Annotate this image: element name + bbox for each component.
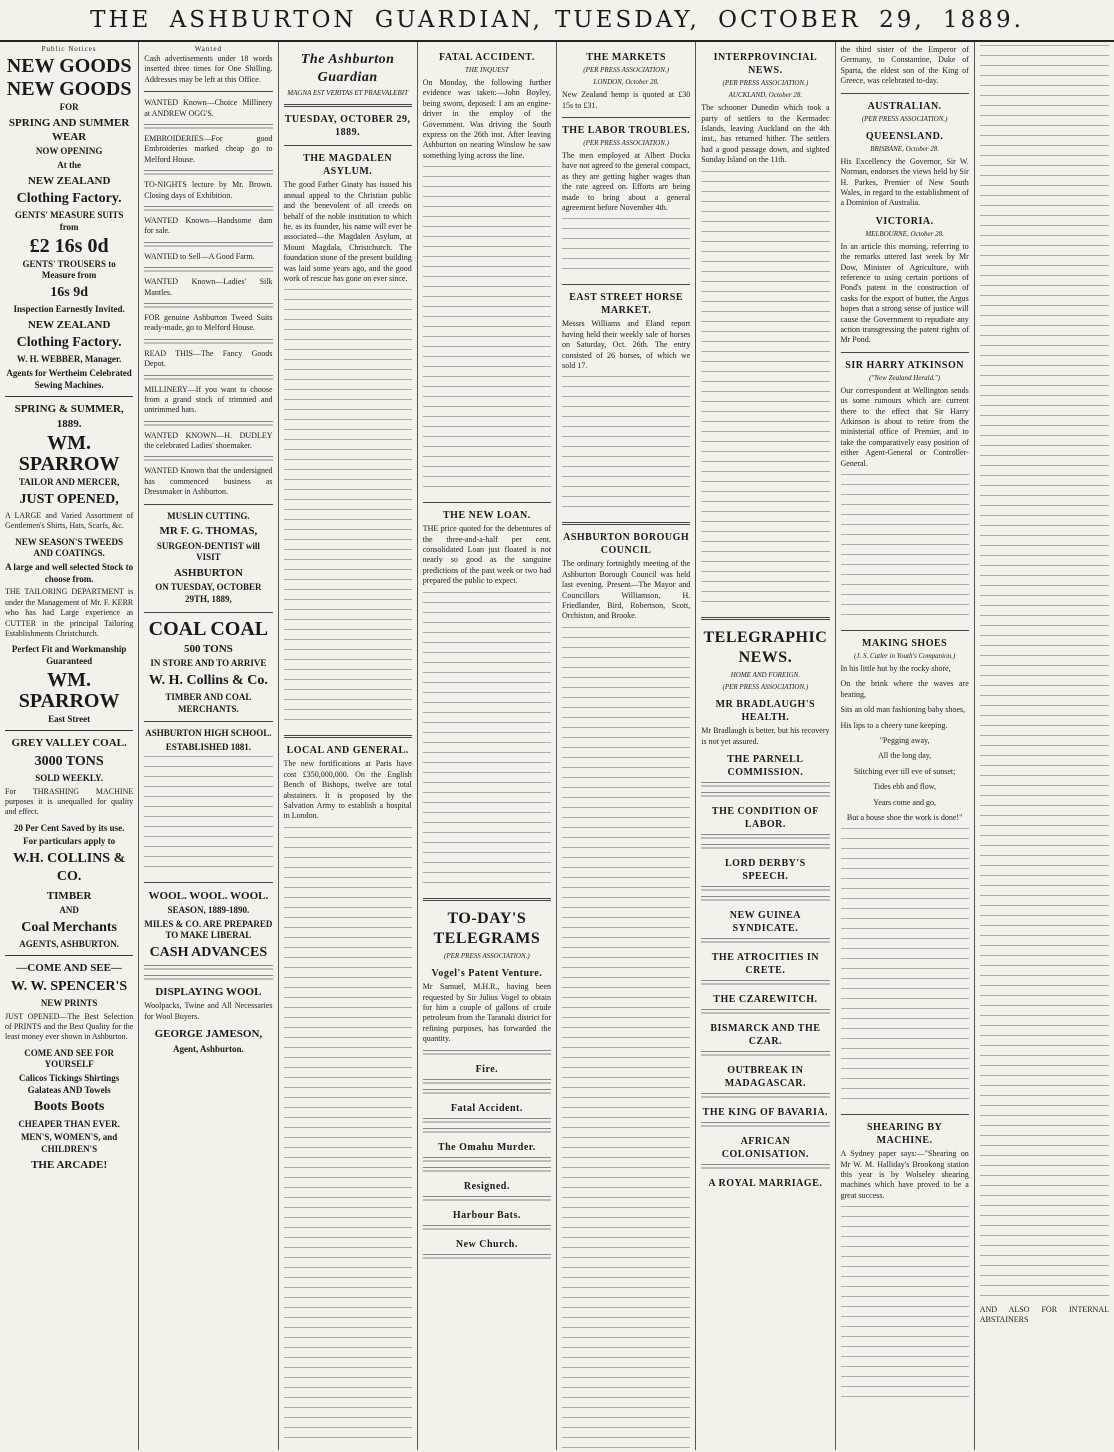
ad-wool: WOOL. WOOL. WOOL. <box>148 889 269 902</box>
news-item-headline: THE CONDITION OF LABOR. <box>711 806 819 831</box>
horse-market-headline: EAST STREET HORSE MARKET. <box>569 292 683 317</box>
ad-agents: Agents for Wertheim Celebrated Sewing Machines. <box>6 368 132 390</box>
borough-council-headline: ASHBURTON BOROUGH COUNCIL <box>563 532 690 557</box>
labor-body: The men employed at Albert Docks have not agreed to the general compact, as they are getting higher wages than the rate agreed on. Efforts are being made to bring about a general agreement before November 4th. <box>562 151 691 213</box>
text-lines <box>701 1009 829 1016</box>
ad-tons: 3000 TONS <box>34 753 104 769</box>
poem-line: His lips to a cheery tune keeping. <box>840 720 948 730</box>
interprovincial-body: The schooner Dunedin which took a party of settlers to the Kermadec Islands, leaving Auckland on the 4th inst., has returned hither. The settlers had a good passage down, and sighted Sunday Island on the 11th. <box>701 103 830 165</box>
ad-ashburton: ASHBURTON <box>173 567 243 579</box>
text-lines <box>423 1196 551 1203</box>
ad-invite: Inspection Earnestly Invited. <box>13 304 125 315</box>
divider <box>144 882 272 883</box>
victoria-body: In an article this morning, referring to the remarks uttered last week by Mr Dow, Minister of Agriculture, with reference to using certain portions of Pond's patent in the construction of casks for the export of butter, the Argus hopes that a strong sense of justice will cause the Government to repudiate any action transgressing the patent rights of Mr Pond. <box>840 241 969 345</box>
lead-article: The good Father Ginaty has issued his annual appeal to the Christian public and the benevolent of all creeds on behalf of the noble institution to which he, as its founder, his name will ever be associated—the Magdalen Asylum, at Mount Magdala, Christchurch. The foundation stone of the present building was laid some years ago, and the good work of rescue has gone on ever since. <box>283 180 412 283</box>
divider <box>144 721 272 722</box>
telegram-item: Resigned. <box>463 1180 510 1192</box>
victoria-dateline: MELBOURNE, October 28. <box>865 229 944 238</box>
news-item-headline: MR BRADLAUGH'S HEALTH. <box>715 699 816 724</box>
text-lines <box>701 1164 829 1171</box>
ad-timber-merchants: TIMBER AND COAL MERCHANTS. <box>165 691 252 714</box>
telegram-item: The Omahu Murder. <box>437 1141 536 1153</box>
poem-line: Years come and go, <box>873 797 936 807</box>
news-item-headline: AFRICAN COLONISATION. <box>721 1136 809 1161</box>
ad-woolpacks: Woolpacks, Twine and All Necessaries for Wool Buyers. <box>144 1001 273 1021</box>
news-item-headline: THE PARNELL COMMISSION. <box>727 754 804 779</box>
ad-select: A large and well selected Stock to choose from. <box>5 562 134 584</box>
cash-ad-notice: Cash advertisements under 18 words inserted three times for One Shilling. Addresses may be left at this Office. <box>144 54 273 84</box>
telegram-item: New Church. <box>455 1238 518 1250</box>
labor-headline: THE LABOR TROUBLES. <box>562 124 691 136</box>
divider <box>284 735 412 738</box>
divider <box>562 522 690 525</box>
news-item-headline: OUTBREAK IN MADAGASCAR. <box>724 1065 807 1090</box>
column-7-news <box>836 42 975 1450</box>
making-shoes-headline: MAKING SHOES <box>862 637 948 649</box>
markets-sub: (PER PRESS ASSOCIATION.) <box>583 66 669 74</box>
interprovincial-continued <box>701 171 829 611</box>
ad-new-goods-2: NEW GOODS <box>6 78 132 101</box>
ad-mens: MEN'S, WOMEN'S, and CHILDREN'S <box>20 1132 118 1155</box>
small-ad: WANTED to Sell—A Good Farm. <box>144 251 255 261</box>
fatal-accident-sub: THE INQUEST <box>464 66 509 74</box>
text-lines <box>701 1093 829 1100</box>
text-lines <box>144 170 272 177</box>
ad-factory-2: Clothing Factory. <box>16 335 122 351</box>
sir-harry-continued <box>841 474 969 624</box>
school-fees-text <box>144 756 272 876</box>
ad-just-opened: JUST OPENED, <box>19 491 119 507</box>
news-item-headline: LORD DERBY'S SPEECH. <box>725 858 806 883</box>
divider <box>284 145 412 146</box>
interprovincial-dateline: AUCKLAND, October 28. <box>728 91 803 100</box>
poem-line: On the brink where the waves are beating, <box>840 679 969 699</box>
local-general-continued <box>284 827 412 1447</box>
ad-tailor: TAILOR AND MERCER, <box>18 477 120 487</box>
small-ad: WANTED Known that the undersigned has commenced business as Dressmaker in Ashburton. <box>144 466 273 497</box>
paper-name: THE ASHBURTON GUARDIAN, <box>90 7 543 33</box>
ad-at: At the <box>57 160 81 171</box>
local-general-headline: LOCAL AND GENERAL. <box>286 745 409 757</box>
text-lines <box>144 206 272 213</box>
lead-article-continued <box>284 289 412 729</box>
ad-dentist: SURGEON-DENTIST will VISIT <box>156 540 260 563</box>
ad-thomas: MR F. G. THOMAS, <box>159 525 258 538</box>
paper-motto: MAGNA EST VERITAS ET PRAEVALEBIT <box>287 89 408 98</box>
text-lines <box>701 886 829 893</box>
ad-jameson: GEORGE JAMESON, <box>154 1028 263 1041</box>
divider <box>701 617 829 620</box>
divider <box>562 284 690 285</box>
text-lines <box>701 980 829 987</box>
ad-opened: JUST OPENED—The Best Selection of PRINTS and the Best Quality for the least money ever shown in Ashburton. <box>5 1011 134 1042</box>
column-1-advertisements <box>0 42 139 1450</box>
edge-notice: AND ALSO FOR INTERNAL ABSTAINERS <box>979 1305 1109 1325</box>
poem-line: "Pegging away, <box>879 735 930 745</box>
divider <box>841 1114 969 1115</box>
telegraphic-news-headline: TELEGRAPHIC NEWS. <box>703 628 828 667</box>
telegraphic-news-sub: HOME AND FOREIGN. <box>730 671 801 680</box>
ad-prints: NEW PRINTS <box>40 997 98 1008</box>
labor-continued <box>562 218 690 278</box>
telegram-item: Fire. <box>475 1063 499 1075</box>
ad-established: ESTABLISHED 1881. <box>165 741 252 752</box>
poem-line: Tides ebb and flow, <box>873 782 936 792</box>
telegrams-headline: TO-DAY'S TELEGRAMS <box>433 909 541 948</box>
ad-come: COME AND SEE FOR YOURSELF <box>24 1047 114 1070</box>
text-lines <box>701 782 829 789</box>
ad-cash-advances: CASH ADVANCES <box>149 944 268 960</box>
telegram-item: Harbour Bats. <box>452 1209 521 1221</box>
horse-market-continued <box>562 376 690 516</box>
small-ad: MILLINERY—If you want to choose from a grand stock of trimmed and untrimmed hats. <box>144 384 273 415</box>
victoria-headline: VICTORIA. <box>875 215 934 227</box>
ad-coal-coal: COAL COAL <box>148 617 269 640</box>
ad-season: SPRING AND SUMMER WEAR <box>8 116 130 144</box>
telegraphic-news-sub2: (PER PRESS ASSOCIATION.) <box>722 683 809 692</box>
poem-continued <box>841 828 969 1108</box>
text-lines <box>701 834 829 841</box>
markets-dateline: LONDON, October 28. <box>593 78 659 87</box>
text-lines <box>144 456 272 463</box>
ad-arcade: THE ARCADE! <box>31 1158 108 1171</box>
divider <box>5 955 133 956</box>
new-loan-body: THE price quoted for the debentures of the three-and-a-half per cent. consolidated Loan just floated is not nearly so good as the sanguine predictions of the past week or two had prepared the public to expect. <box>422 524 551 586</box>
poem-line: In his little hut by the rocky shore, <box>840 664 951 674</box>
text-lines <box>701 938 829 945</box>
poem-line: But a house shoe the work is done!" <box>846 812 963 822</box>
bradlaugh-body: Mr Bradlaugh is better, but his recovery is not yet assured. <box>701 726 830 746</box>
text-lines <box>701 844 829 851</box>
ad-manager: W. H. WEBBER, Manager. <box>16 354 122 365</box>
ad-trousers-line: GENTS' TROUSERS to Measure from <box>22 258 116 281</box>
small-ad: FOR genuine Ashburton Tweed Suits ready-made, go to Melford House. <box>144 312 273 333</box>
paper-title: The Ashburton Guardian <box>300 52 395 86</box>
ad-coal: GREY VALLEY COAL. <box>11 737 127 750</box>
divider <box>841 630 969 631</box>
ad-fit: Perfect Fit and Workmanship Guaranteed <box>11 644 127 667</box>
text-lines <box>423 1128 551 1135</box>
royal-marriage-continued: the third sister of the Emperor of Germany, to Constantine, Duke of Sparta, the eldest son of the King of Greece, was celebrated to-day. <box>840 45 969 86</box>
australian-headline: AUSTRALIAN. <box>867 100 942 112</box>
ad-trousers-price: 16s 9d <box>50 284 88 300</box>
column-2-advertisements <box>139 42 278 1450</box>
text-lines <box>144 339 272 346</box>
sir-harry-sub: ("New Zealand Herald.") <box>869 373 941 382</box>
news-item-headline: NEW GUINEA SYNDICATE. <box>729 910 801 935</box>
ad-wool-season: SEASON, 1889-1890. <box>167 904 250 915</box>
poem-line: Stitching ever till eve of sunset; <box>853 766 956 776</box>
sir-harry-headline: SIR HARRY ATKINSON <box>845 359 964 371</box>
ad-boots: Boots Boots <box>33 1099 105 1115</box>
divider <box>841 352 969 353</box>
ad-displaying-wool: DISPLAYING WOOL <box>155 986 262 999</box>
text-lines <box>701 1051 829 1058</box>
muslin-cutting: MUSLIN CUTTING. <box>167 510 250 521</box>
public-notices-label: Public Notices <box>41 45 97 53</box>
news-item-headline: THE CZAREWITCH. <box>713 994 818 1006</box>
text-lines <box>144 965 272 972</box>
divider <box>284 104 412 107</box>
small-ad: EMBROIDERIES—For good Embroideries marked cheap go to Melford House. <box>144 134 273 164</box>
ad-nz: NEW ZEALAND <box>27 174 111 187</box>
queensland-dateline: BRISBANE, October 28. <box>870 144 940 153</box>
poem-line: All the long day, <box>878 751 932 761</box>
news-item-headline: THE ATROCITIES IN CRETE. <box>711 952 819 977</box>
horse-market-body: Messrs Williams and Eland report having held their weekly sale of horses on Saturday, Oct. 26th. The entry consisted of 26 horses, of which we sold 17. <box>562 319 691 370</box>
text-lines <box>144 375 272 382</box>
small-ad: WANTED Known—Ladies' Silk Mantles. <box>144 277 273 297</box>
local-general-body: The new fortifications at Paris have cost £350,000,000. On the English Bench of Bishops, twelve are total abstainers. It is proposed by the Salvation Army to establish a hospital in London. <box>283 759 412 821</box>
lead-headline: THE MAGDALEN ASYLUM. <box>303 153 393 178</box>
ad-sold: SOLD WEEKLY. <box>35 772 103 783</box>
text-lines <box>144 421 272 428</box>
ad-nz-2: NEW ZEALAND <box>27 318 111 331</box>
news-item-headline: BISMARCK AND THE CZAR. <box>710 1023 821 1048</box>
fatal-accident-continued <box>423 166 551 496</box>
shearing-headline: SHEARING BY MACHINE. <box>867 1122 943 1147</box>
borough-council-body: The ordinary fortnightly meeting of the Ashburton Borough Council was held last evening. Present—The Mayor and Councillors Williamson, H. Friedlander, Bird, Robertson, Scott, Orchiston, and Brooke. <box>562 559 691 621</box>
divider <box>144 504 272 505</box>
column-3-editorial <box>279 42 418 1450</box>
new-loan-continued <box>423 592 551 892</box>
ad-opening: NOW OPENING <box>35 146 103 157</box>
paper-date: TUESDAY, OCTOBER 29, 1889. <box>554 7 1024 33</box>
ad-miles: MILES & CO. ARE PREPARED TO MAKE LIBERAL <box>144 918 273 941</box>
news-item-headline: THE KING OF BAVARIA. <box>702 1107 829 1119</box>
divider <box>5 396 133 397</box>
telegram-body: Mr Samuel, M.H.R., having been requested by Sir Julius Vogel to obtain for him a couple of gallons of crude petroleum from the Taranaki district for refining purposes, has forwarded the quantity. <box>422 982 551 1044</box>
making-shoes-author: (J. S. Cutler in Youth's Companion.) <box>854 651 956 660</box>
ad-factory: Clothing Factory. <box>16 191 122 207</box>
ad-east-street: East Street <box>48 713 91 724</box>
ad-saved: 20 Per Cent Saved by its use. <box>13 822 125 833</box>
news-item-headline: A ROYAL MARRIAGE. <box>708 1178 823 1190</box>
ad-coal-merchants: Coal Merchants <box>21 919 118 935</box>
ad-500-tons: 500 TONS <box>183 642 233 655</box>
queensland-body: His Excellency the Governor, Sir W. Norman, endorses the views held by Sir H. Parkes, Premier of New South Wales, in regard to the establishment of a Dominion of Australia. <box>840 156 969 208</box>
ad-suits-price: £2 16s 0d <box>29 234 109 257</box>
fatal-accident-body: On Monday, the following further evidence was taken:—John Boyley, being sworn, deposed: I am an engine-driver in the employ of the Government. Was driving the South express on the 26th inst. After leaving Ashburton on nearing Winslow he saw something lying across the line. <box>422 78 551 160</box>
text-lines <box>423 1157 551 1164</box>
divider <box>423 898 551 901</box>
text-lines <box>423 1167 551 1174</box>
ad-new-goods-1: NEW GOODS <box>6 55 132 78</box>
ad-and: AND <box>59 904 79 915</box>
ad-spring: SPRING & SUMMER, 1889. <box>14 403 124 430</box>
divider <box>562 117 690 118</box>
text-lines <box>701 792 829 799</box>
ad-timber: TIMBER <box>46 889 92 902</box>
divider <box>144 612 272 613</box>
column-4-news <box>418 42 557 1450</box>
divider <box>423 502 551 503</box>
text-lines <box>423 1050 551 1057</box>
text-lines <box>423 1079 551 1086</box>
ad-spencer: W. W. SPENCER'S <box>11 978 128 994</box>
newspaper-columns <box>0 42 1114 1450</box>
text-lines <box>701 1122 829 1129</box>
ad-cheaper: CHEAPER THAN EVER. <box>18 1118 120 1129</box>
ad-sparrow-2: WM. SPARROW <box>18 668 120 712</box>
ad-large-assortment: A LARGE and Varied Assortment of Gentlemen's Shirts, Hats, Scarfs, &c. <box>5 510 134 531</box>
telegrams-sub: (PER PRESS ASSOCIATION.) <box>444 952 530 961</box>
ad-sparrow: WM. SPARROW <box>18 432 120 475</box>
text-lines <box>144 975 272 982</box>
markets-headline: THE MARKETS <box>586 52 666 63</box>
divider <box>841 93 969 94</box>
text-lines <box>701 896 829 903</box>
labor-sub: (PER PRESS ASSOCIATION.) <box>583 138 669 147</box>
small-ad: WANTED Known—Choice Millinery at ANDREW OGG'S. <box>144 98 273 118</box>
divider <box>144 91 272 92</box>
edge-text-lines <box>980 45 1109 1305</box>
ad-collins: W.H. COLLINS & CO. <box>12 851 126 885</box>
text-lines <box>423 1089 551 1096</box>
poem-line: Sits an old man fashioning baby shoes, <box>840 705 966 715</box>
column-8-edge <box>975 42 1114 1450</box>
shearing-continued <box>841 1206 969 1406</box>
small-ad: WANTED KNOWN—H. DUDLEY the celebrated Ladies' shoemaker. <box>144 430 273 451</box>
interprovincial-headline: INTERPROVINCIAL NEWS. <box>713 52 818 76</box>
small-ad: READ THIS—The Fancy Goods Depot. <box>144 348 273 369</box>
ad-calicos: Calicos Tickings Shirtings Galateas AND Towels <box>19 1073 120 1095</box>
ad-high-school: ASHBURTON HIGH SCHOOL. <box>145 728 272 739</box>
small-ad: WANTED Known—Handsome dam for sale. <box>144 216 273 236</box>
sir-harry-body: Our correspondent at Wellington sends us some rumours which are current there to the effect that Sir Harry Atkinson is about to retire from the ministerial office of Premier, and to take the comparatively easy position of either Agent-General or Controller-General. <box>840 385 969 468</box>
ad-machine: For THRASHING MACHINE purposes it is unequalled for quality and effect. <box>5 786 134 817</box>
divider <box>5 730 133 731</box>
queensland-headline: QUEENSLAND. <box>865 130 944 142</box>
text-lines <box>423 1225 551 1232</box>
ad-suits-line: GENTS' MEASURE SUITS from <box>14 210 124 232</box>
markets-body: New Zealand hemp is quoted at £30 15s to £31. <box>562 90 691 110</box>
text-lines <box>144 124 272 131</box>
ad-to-arrive: IN STORE AND TO ARRIVE <box>150 657 267 668</box>
column-6-news <box>696 42 835 1450</box>
telegram-item: Vogel's Patent Venture. <box>431 968 543 980</box>
masthead <box>0 0 1114 42</box>
small-ad: TO-NIGHTS lecture by Mr. Brown. Closing days of Exhibition. <box>144 180 273 200</box>
ad-particulars: For particulars apply to <box>23 836 116 847</box>
australian-sub: (PER PRESS ASSOCIATION.) <box>861 114 948 123</box>
interprovincial-sub: (PER PRESS ASSOCIATION.) <box>722 79 809 87</box>
ad-collins-co: W. H. Collins & Co. <box>148 672 268 688</box>
borough-council-continued <box>562 627 690 1450</box>
shearing-body: A Sydney paper says:—"Shearing on Mr W. M. Halliday's Brookong station this year is by Wolseley shearing machines which have proved to be a great success. <box>840 1149 969 1200</box>
ad-come-see: —COME AND SEE— <box>16 962 122 975</box>
ad-agents-ashburton: AGENTS, ASHBURTON. <box>19 938 120 949</box>
fatal-accident-headline: FATAL ACCIDENT. <box>439 52 535 63</box>
editorial-date: TUESDAY, OCTOBER 29, 1889. <box>284 114 411 139</box>
text-lines <box>144 242 272 249</box>
ad-visit-date: ON TUESDAY, OCTOBER 29TH, 1889, <box>155 582 262 604</box>
ad-agent: Agent, Ashburton. <box>172 1043 244 1054</box>
wanted-label: Wanted <box>194 45 222 53</box>
ad-tweeds: NEW SEASON'S TWEEDS AND COATINGS. <box>15 536 123 559</box>
telegram-item: Fatal Accident. <box>450 1102 523 1114</box>
ad-tailoring: THE TAILORING DEPARTMENT is under the Management of Mr. F. KERR who has had Large experience as CUTTER in the principal Tailoring Establishments Christchurch. <box>5 587 134 638</box>
text-lines <box>423 1254 551 1261</box>
text-lines <box>423 1118 551 1125</box>
new-loan-headline: THE NEW LOAN. <box>443 510 531 522</box>
ad-for: FOR <box>59 102 79 113</box>
text-lines <box>144 267 272 274</box>
column-5-news <box>557 42 696 1450</box>
text-lines <box>144 303 272 310</box>
